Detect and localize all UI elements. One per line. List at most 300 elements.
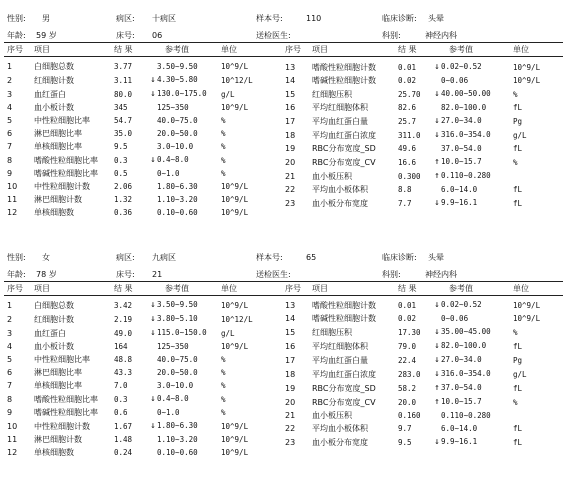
report-1 — [0, 0, 565, 240]
test-name: 中性粒细胞计数 — [34, 421, 90, 431]
column-header: 结 果 — [398, 284, 417, 293]
reference-range — [433, 196, 513, 210]
unit: 10^9/L — [221, 448, 249, 457]
test-name: 嗜碱性粒细胞比率 — [34, 408, 98, 417]
reference-range — [149, 379, 221, 392]
reference-range-text: 0~0.06 — [441, 314, 469, 323]
row-number: 1 — [7, 300, 13, 310]
column-header: 序号 — [285, 284, 301, 293]
column-header: 序号 — [7, 284, 23, 293]
row-number: 15 — [285, 327, 296, 337]
reference-range-text: 125~350 — [157, 103, 189, 112]
test-name: 血小板压积 — [312, 411, 352, 420]
reference-range-text: 20.0~50.0 — [157, 129, 198, 138]
result-value: 0.02 — [398, 314, 417, 323]
reference-range — [433, 395, 513, 409]
column-header: 序号 — [285, 45, 301, 54]
table-row — [7, 60, 285, 73]
result-value: 49.6 — [398, 144, 417, 153]
abnormal-flag-icon: ↑ — [434, 171, 440, 181]
reference-range — [433, 87, 513, 101]
table-row — [7, 101, 285, 114]
row-number: 19 — [285, 383, 296, 393]
table-row — [7, 73, 285, 87]
abnormal-flag-icon: ↓ — [150, 75, 156, 85]
unit: 10^9/L — [221, 195, 249, 204]
result-value: 345 — [114, 103, 128, 112]
reference-range-text: 3.50~9.50 — [157, 62, 198, 71]
result-value: 7.0 — [114, 381, 128, 390]
unit: % — [221, 355, 226, 364]
result-value: 80.0 — [114, 89, 133, 99]
reference-range — [149, 87, 221, 101]
reference-range — [149, 392, 221, 406]
table-row — [285, 128, 563, 142]
row-number: 9 — [7, 169, 13, 178]
test-name: 白细胞总数 — [34, 300, 74, 310]
unit: % — [513, 327, 518, 337]
diagnosis-label: 临床诊断: — [382, 14, 417, 23]
abnormal-flag-icon: ↓ — [434, 327, 440, 337]
table-row — [7, 193, 285, 206]
abnormal-flag-icon: ↓ — [434, 341, 440, 351]
reference-range-text: 0.10~0.60 — [157, 448, 198, 457]
table-row — [285, 74, 563, 87]
result-value: 0.02 — [398, 76, 417, 85]
reference-range — [149, 127, 221, 140]
row-number: 5 — [7, 116, 13, 125]
test-name: RBC分布宽度_CV — [312, 157, 376, 167]
age-value: 59 岁 — [36, 31, 57, 40]
test-name: 红细胞计数 — [34, 314, 74, 324]
result-value: 2.19 — [114, 314, 133, 324]
column-header: 项目 — [312, 284, 328, 293]
table-row — [7, 298, 285, 312]
column-header: 项目 — [34, 45, 50, 54]
table-row — [7, 379, 285, 392]
doctor-label: 送检医生: — [256, 31, 291, 40]
reference-range-text: 3.0~10.0 — [157, 142, 194, 151]
unit: g/L — [513, 130, 527, 140]
unit: % — [221, 394, 226, 404]
reference-range — [149, 366, 221, 379]
row-number: 2 — [7, 75, 13, 85]
reference-range-text: 3.50~9.50 — [157, 300, 198, 309]
reference-range — [433, 367, 513, 381]
reference-range-text: 1.80~6.30 — [157, 421, 198, 430]
table-row — [285, 422, 563, 435]
abnormal-flag-icon: ↓ — [434, 437, 440, 447]
abnormal-flag-icon: ↓ — [150, 155, 156, 165]
unit: 10^9/L — [221, 435, 249, 444]
unit: 10^9/L — [221, 208, 249, 217]
sample-label: 样本号: — [256, 253, 283, 262]
results-table-right — [285, 298, 563, 449]
table-row — [285, 101, 563, 114]
row-number: 7 — [7, 142, 13, 151]
diagnosis-value: 头晕 — [428, 14, 444, 23]
test-name: 单核细胞数 — [34, 448, 74, 457]
reference-range-text: 10.0~15.7 — [441, 157, 482, 166]
reference-range-text: 0~1.0 — [157, 169, 180, 178]
result-value: 16.6 — [398, 157, 417, 167]
unit: 10^12/L — [221, 314, 253, 324]
table-row — [7, 433, 285, 446]
result-value: 0.6 — [114, 408, 128, 417]
test-name: 淋巴细胞计数 — [34, 195, 82, 204]
result-value: 82.6 — [398, 103, 417, 112]
row-number: 8 — [7, 394, 13, 404]
reference-range — [433, 169, 513, 183]
test-name: 平均血红蛋白浓度 — [312, 369, 376, 379]
unit: fL — [513, 103, 523, 112]
table-row — [285, 142, 563, 155]
row-number: 23 — [285, 198, 296, 208]
test-name: 平均红细胞体积 — [312, 341, 368, 351]
reference-range-text: 20.0~50.0 — [157, 368, 198, 377]
column-header-left — [7, 282, 285, 295]
result-value: 3.42 — [114, 300, 133, 310]
dept-value: 神经内科 — [425, 31, 457, 40]
reference-range — [433, 435, 513, 449]
abnormal-flag-icon: ↓ — [434, 62, 440, 72]
reference-range-text: 0.110~0.280 — [441, 171, 491, 180]
reference-range — [149, 101, 221, 114]
result-value: 0.01 — [398, 300, 417, 310]
reference-range — [433, 101, 513, 114]
reference-range — [149, 167, 221, 180]
table-row — [7, 153, 285, 167]
table-row — [7, 180, 285, 193]
test-name: 中性粒细胞计数 — [34, 182, 90, 191]
abnormal-flag-icon: ↓ — [150, 300, 156, 310]
reference-range — [149, 419, 221, 433]
unit: g/L — [513, 369, 527, 379]
row-number: 11 — [7, 435, 18, 444]
reference-range — [433, 298, 513, 312]
table-row — [285, 381, 563, 395]
abnormal-flag-icon: ↓ — [434, 130, 440, 140]
result-value: 79.0 — [398, 341, 417, 351]
reference-range-text: 3.80~5.10 — [157, 314, 198, 323]
column-header: 参考值 — [165, 284, 189, 293]
reference-range-text: 1.80~6.30 — [157, 182, 198, 191]
table-row — [7, 114, 285, 127]
row-number: 6 — [7, 368, 13, 377]
result-value: 0.36 — [114, 208, 133, 217]
row-number: 1 — [7, 62, 13, 71]
reference-range-text: 9.9~16.1 — [441, 437, 478, 446]
unit: fL — [513, 144, 523, 153]
unit: % — [221, 142, 226, 151]
table-row — [285, 87, 563, 101]
reference-range — [149, 153, 221, 167]
unit: fL — [513, 437, 523, 447]
table-row — [7, 392, 285, 406]
abnormal-flag-icon: ↓ — [150, 328, 156, 338]
column-header: 结 果 — [114, 45, 133, 54]
test-name: 嗜碱性粒细胞比率 — [34, 169, 98, 178]
reference-range-text: 316.0~354.0 — [441, 130, 491, 139]
ward-label: 病区: — [116, 14, 135, 23]
reference-range-text: 40.00~50.00 — [441, 89, 491, 98]
table-row — [285, 339, 563, 353]
reference-range — [149, 73, 221, 87]
table-row — [285, 114, 563, 128]
reference-range-text: 82.0~100.0 — [441, 103, 487, 112]
unit: fL — [513, 341, 523, 351]
unit: % — [221, 408, 226, 417]
reference-range-text: 40.0~75.0 — [157, 355, 198, 364]
unit — [513, 409, 563, 422]
test-name: 嗜酸性粒细胞比率 — [34, 155, 98, 165]
row-number: 12 — [7, 448, 18, 457]
table-row — [285, 409, 563, 422]
row-number: 4 — [7, 103, 13, 112]
test-name: 淋巴细胞计数 — [34, 435, 82, 444]
result-value: 164 — [114, 342, 128, 351]
abnormal-flag-icon: ↓ — [434, 89, 440, 99]
column-header: 参考值 — [165, 45, 189, 54]
test-name: 中性粒细胞比率 — [34, 116, 90, 125]
ward-value: 九病区 — [152, 253, 176, 262]
column-header: 单位 — [513, 45, 529, 54]
test-name: 单核细胞数 — [34, 208, 74, 217]
reference-range-text: 40.0~75.0 — [157, 116, 198, 125]
test-name: 嗜酸性粒细胞计数 — [312, 300, 376, 310]
unit: 10^9/L — [221, 182, 249, 191]
result-value: 0.160 — [398, 411, 421, 420]
row-number: 9 — [7, 408, 13, 417]
unit: % — [221, 116, 226, 125]
unit: % — [513, 89, 518, 99]
dept-label: 科别: — [382, 31, 401, 40]
row-number: 21 — [285, 411, 296, 420]
results-table-left — [7, 298, 285, 459]
gender-value: 女 — [42, 253, 50, 262]
result-value: 7.7 — [398, 198, 412, 208]
row-number: 22 — [285, 185, 296, 194]
test-name: 单核细胞比率 — [34, 381, 82, 390]
reference-range — [149, 206, 221, 219]
result-value: 1.67 — [114, 421, 133, 431]
result-value: 35.0 — [114, 129, 133, 138]
abnormal-flag-icon: ↓ — [434, 369, 440, 379]
reference-range — [149, 406, 221, 419]
reference-range — [149, 298, 221, 312]
table-row — [7, 127, 285, 140]
reference-range-text: 82.0~100.0 — [441, 341, 487, 350]
test-name: 红细胞压积 — [312, 89, 352, 99]
dept-label: 科别: — [382, 270, 401, 279]
row-number: 6 — [7, 129, 13, 138]
sample-value: 110 — [306, 14, 322, 23]
abnormal-flag-icon: ↓ — [150, 314, 156, 324]
doctor-label: 送检医生: — [256, 270, 291, 279]
row-number: 18 — [285, 130, 296, 140]
abnormal-flag-icon: ↑ — [434, 157, 440, 167]
unit: 10^9/L — [221, 342, 249, 351]
unit: 10^9/L — [513, 76, 541, 85]
test-name: 白细胞总数 — [34, 62, 74, 71]
test-name: 嗜碱性粒细胞计数 — [312, 76, 376, 85]
table-row — [7, 206, 285, 219]
column-header: 参考值 — [449, 284, 473, 293]
row-number: 13 — [285, 300, 296, 310]
reference-range-text: 316.0~354.0 — [441, 369, 491, 378]
result-value: 3.11 — [114, 75, 133, 85]
unit: 10^9/L — [513, 300, 541, 310]
row-number: 8 — [7, 155, 13, 165]
test-name: 平均红细胞体积 — [312, 103, 368, 112]
age-label: 年龄: — [7, 31, 26, 40]
age-value: 78 岁 — [36, 270, 57, 279]
unit: % — [513, 397, 518, 407]
reference-range-text: 0.10~0.60 — [157, 208, 198, 217]
test-name: 淋巴细胞比率 — [34, 368, 82, 377]
reference-range — [149, 353, 221, 366]
result-value: 8.8 — [398, 185, 412, 194]
column-header: 项目 — [312, 45, 328, 54]
row-number: 20 — [285, 157, 296, 167]
table-row — [285, 169, 563, 183]
bed-value: 21 — [152, 270, 163, 279]
reference-range-text: 27.0~34.0 — [441, 116, 482, 125]
reference-range — [433, 142, 513, 155]
test-name: 红细胞压积 — [312, 327, 352, 337]
row-number: 14 — [285, 314, 296, 323]
table-row — [285, 298, 563, 312]
reference-range — [149, 312, 221, 326]
result-value: 22.4 — [398, 355, 417, 365]
unit: fL — [513, 198, 523, 208]
result-value: 54.7 — [114, 116, 133, 125]
table-row — [7, 167, 285, 180]
gender-value: 男 — [42, 14, 50, 23]
unit: 10^9/L — [221, 300, 249, 310]
abnormal-flag-icon: ↓ — [434, 116, 440, 126]
reference-range — [149, 193, 221, 206]
column-header: 结 果 — [114, 284, 133, 293]
abnormal-flag-icon: ↓ — [150, 89, 156, 99]
column-header: 项目 — [34, 284, 50, 293]
abnormal-flag-icon: ↓ — [150, 421, 156, 431]
table-row — [7, 446, 285, 459]
row-number: 10 — [7, 182, 18, 191]
row-number: 15 — [285, 89, 296, 99]
reference-range-text: 37.0~54.0 — [441, 144, 482, 153]
diagnosis-value: 头晕 — [428, 253, 444, 262]
reference-range-text: 0.02~0.52 — [441, 62, 482, 71]
results-table-left — [7, 60, 285, 219]
ward-label: 病区: — [116, 253, 135, 262]
row-number: 16 — [285, 103, 296, 112]
bed-label: 床号: — [116, 31, 135, 40]
dept-value: 神经内科 — [425, 270, 457, 279]
sample-label: 样本号: — [256, 14, 283, 23]
reference-range — [433, 422, 513, 435]
table-row — [285, 155, 563, 169]
test-name: 嗜酸性粒细胞比率 — [34, 394, 98, 404]
row-number: 19 — [285, 144, 296, 153]
result-value: 0.300 — [398, 171, 421, 181]
unit: fL — [513, 185, 523, 194]
unit: 10^9/L — [221, 62, 249, 71]
test-name: 血小板分布宽度 — [312, 437, 368, 447]
row-number: 14 — [285, 76, 296, 85]
reference-range-text: 0.02~0.52 — [441, 300, 482, 309]
result-value: 17.30 — [398, 327, 421, 337]
table-row — [7, 366, 285, 379]
reference-range-text: 6.0~14.0 — [441, 424, 478, 433]
column-header: 结 果 — [398, 45, 417, 54]
table-row — [7, 419, 285, 433]
unit — [513, 169, 563, 183]
reference-range — [149, 446, 221, 459]
unit: g/L — [221, 328, 235, 338]
unit: 10^9/L — [513, 314, 541, 323]
age-label: 年龄: — [7, 270, 26, 279]
reference-range — [433, 74, 513, 87]
test-name: 平均血小板体积 — [312, 424, 368, 433]
result-value: 49.0 — [114, 328, 133, 338]
column-header-right — [285, 43, 563, 56]
unit: 10^12/L — [221, 75, 253, 85]
unit: 10^9/L — [221, 103, 249, 112]
reference-range — [149, 140, 221, 153]
row-number: 3 — [7, 328, 13, 338]
row-number: 10 — [7, 421, 18, 431]
test-name: 血小板计数 — [34, 103, 74, 112]
abnormal-flag-icon: ↑ — [434, 397, 440, 407]
table-row — [285, 367, 563, 381]
reference-range — [433, 155, 513, 169]
bed-value: 06 — [152, 31, 163, 40]
table-row — [7, 326, 285, 340]
reference-range-text: 0~0.06 — [441, 76, 469, 85]
row-number: 13 — [285, 62, 296, 72]
result-value: 20.0 — [398, 397, 417, 407]
reference-range-text: 1.10~3.20 — [157, 195, 198, 204]
test-name: RBC分布宽度_CV — [312, 397, 376, 407]
unit: % — [221, 381, 226, 390]
column-header: 序号 — [7, 45, 23, 54]
table-row — [285, 60, 563, 74]
test-name: 平均血红蛋白量 — [312, 355, 368, 365]
column-header: 单位 — [513, 284, 529, 293]
bed-label: 床号: — [116, 270, 135, 279]
reference-range-text: 125~350 — [157, 342, 189, 351]
table-row — [7, 406, 285, 419]
result-value: 9.5 — [114, 142, 128, 151]
table-row — [285, 183, 563, 196]
results-table-right — [285, 60, 563, 210]
column-header: 单位 — [221, 284, 237, 293]
result-value: 0.3 — [114, 394, 128, 404]
test-name: 血小板分布宽度 — [312, 198, 368, 208]
result-value: 3.77 — [114, 62, 133, 71]
row-number: 17 — [285, 355, 296, 365]
reference-range-text: 37.0~54.0 — [441, 383, 482, 392]
result-value: 311.0 — [398, 130, 421, 140]
test-name: RBC分布宽度_SD — [312, 383, 376, 393]
reference-range-text: 0.4~8.0 — [157, 155, 189, 164]
test-name: 单核细胞比率 — [34, 142, 82, 151]
row-number: 5 — [7, 355, 13, 364]
row-number: 3 — [7, 89, 13, 99]
table-row — [7, 87, 285, 101]
reference-range — [433, 325, 513, 339]
